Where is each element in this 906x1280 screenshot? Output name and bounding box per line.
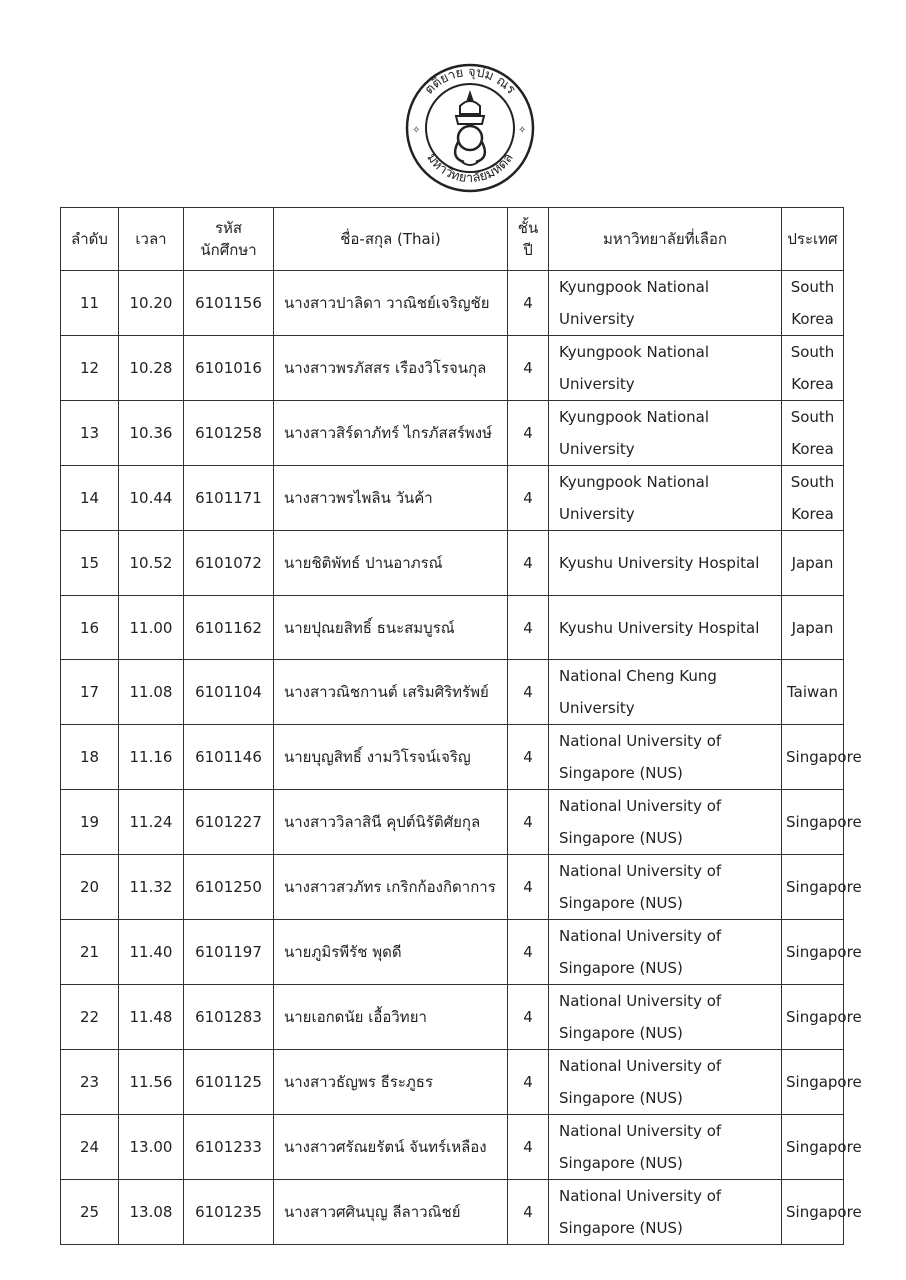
cell-name: นางสาววิลาสินี คุปต์นิรัติศัยกุล bbox=[274, 790, 508, 855]
cell-name: นางสาวพรไพลิน วันค้า bbox=[274, 466, 508, 531]
cell-student-id: 6101233 bbox=[184, 1115, 274, 1180]
svg-text:✧: ✧ bbox=[412, 125, 421, 136]
cell-time: 11.08 bbox=[119, 660, 184, 725]
student-schedule-table bbox=[60, 207, 862, 1245]
header-year bbox=[508, 208, 549, 271]
cell-time: 10.28 bbox=[119, 336, 184, 401]
cell-name: นางสาวปาลิดา วาณิชย์เจริญชัย bbox=[274, 271, 508, 336]
cell-name: นายบุญสิทธิ์ งามวิโรจน์เจริญ bbox=[274, 725, 508, 790]
cell-country: Singapore bbox=[782, 985, 844, 1050]
svg-text:มหาวิทยาลัยมหิดล: มหาวิทยาลัยมหิดล bbox=[423, 150, 517, 187]
cell-student-id: 6101162 bbox=[184, 595, 274, 660]
cell-time: 11.32 bbox=[119, 855, 184, 920]
header-student-id-line1: รหัส bbox=[214, 219, 243, 237]
cell-order: 18 bbox=[61, 725, 119, 790]
cell-student-id: 6101250 bbox=[184, 855, 274, 920]
table-row bbox=[61, 1050, 844, 1115]
cell-university: National University of Singapore (NUS) bbox=[549, 725, 782, 790]
table-header-row bbox=[61, 208, 844, 271]
university-seal-logo bbox=[404, 62, 536, 194]
table-row bbox=[61, 531, 844, 596]
cell-name: นายปุณยสิทธิ์ ธนะสมบูรณ์ bbox=[274, 595, 508, 660]
cell-university: Kyungpook National University bbox=[549, 401, 782, 466]
cell-time: 10.52 bbox=[119, 531, 184, 596]
cell-university: Kyungpook National University bbox=[549, 336, 782, 401]
table-row bbox=[61, 336, 844, 401]
table-row bbox=[61, 1115, 844, 1180]
cell-order: 12 bbox=[61, 336, 119, 401]
cell-order: 22 bbox=[61, 985, 119, 1050]
cell-country: Japan bbox=[782, 595, 844, 660]
header-year-line1: ชั้น bbox=[517, 219, 539, 237]
cell-year: 4 bbox=[508, 790, 549, 855]
cell-university: National University of Singapore (NUS) bbox=[549, 920, 782, 985]
cell-name: นางสาวณิชกานต์ เสริมศิริทรัพย์ bbox=[274, 660, 508, 725]
header-name: ชื่อ-สกุล (Thai) bbox=[274, 208, 508, 271]
cell-student-id: 6101197 bbox=[184, 920, 274, 985]
cell-university: Kyungpook National University bbox=[549, 271, 782, 336]
table-row bbox=[61, 985, 844, 1050]
cell-order: 25 bbox=[61, 1180, 119, 1245]
header-student-id bbox=[184, 208, 274, 271]
cell-time: 11.00 bbox=[119, 595, 184, 660]
cell-year: 4 bbox=[508, 336, 549, 401]
cell-year: 4 bbox=[508, 985, 549, 1050]
table-row bbox=[61, 1180, 844, 1245]
cell-order: 21 bbox=[61, 920, 119, 985]
table-row bbox=[61, 595, 844, 660]
cell-time: 10.20 bbox=[119, 271, 184, 336]
table-row bbox=[61, 660, 844, 725]
cell-student-id: 6101104 bbox=[184, 660, 274, 725]
cell-order: 11 bbox=[61, 271, 119, 336]
cell-order: 23 bbox=[61, 1050, 119, 1115]
table-row bbox=[61, 466, 844, 531]
cell-country: South Korea bbox=[782, 401, 844, 466]
cell-name: นางสาวธัญพร ธีระภูธร bbox=[274, 1050, 508, 1115]
cell-student-id: 6101171 bbox=[184, 466, 274, 531]
cell-country: South Korea bbox=[782, 271, 844, 336]
cell-student-id: 6101072 bbox=[184, 531, 274, 596]
cell-university: National Cheng Kung University bbox=[549, 660, 782, 725]
cell-year: 4 bbox=[508, 531, 549, 596]
cell-year: 4 bbox=[508, 920, 549, 985]
cell-year: 4 bbox=[508, 595, 549, 660]
cell-time: 11.48 bbox=[119, 985, 184, 1050]
cell-student-id: 6101258 bbox=[184, 401, 274, 466]
table-row bbox=[61, 855, 844, 920]
cell-university: National University of Singapore (NUS) bbox=[549, 1180, 782, 1245]
cell-country: South Korea bbox=[782, 336, 844, 401]
cell-year: 4 bbox=[508, 660, 549, 725]
cell-name: นางสาวสิร์ดาภัทร์ ไกรภัสสร์พงษ์ bbox=[274, 401, 508, 466]
cell-order: 19 bbox=[61, 790, 119, 855]
cell-order: 17 bbox=[61, 660, 119, 725]
cell-student-id: 6101235 bbox=[184, 1180, 274, 1245]
cell-university: Kyushu University Hospital bbox=[549, 595, 782, 660]
cell-university: National University of Singapore (NUS) bbox=[549, 985, 782, 1050]
cell-name: นายชิติพัทธ์ ปานอาภรณ์ bbox=[274, 531, 508, 596]
cell-order: 20 bbox=[61, 855, 119, 920]
cell-country: Singapore bbox=[782, 855, 844, 920]
cell-order: 24 bbox=[61, 1115, 119, 1180]
cell-order: 15 bbox=[61, 531, 119, 596]
cell-year: 4 bbox=[508, 855, 549, 920]
cell-name: นายเอกดนัย เอื้อวิทยา bbox=[274, 985, 508, 1050]
cell-year: 4 bbox=[508, 1115, 549, 1180]
cell-country: Singapore bbox=[782, 1050, 844, 1115]
cell-name: นางสาวศรัณยรัตน์ จันทร์เหลือง bbox=[274, 1115, 508, 1180]
svg-text:ตติยาย จุปม ณร: ตติยาย จุปม ณร bbox=[421, 64, 519, 98]
cell-university: Kyushu University Hospital bbox=[549, 531, 782, 596]
cell-year: 4 bbox=[508, 271, 549, 336]
cell-student-id: 6101283 bbox=[184, 985, 274, 1050]
cell-student-id: 6101156 bbox=[184, 271, 274, 336]
cell-order: 13 bbox=[61, 401, 119, 466]
cell-time: 11.56 bbox=[119, 1050, 184, 1115]
cell-time: 13.00 bbox=[119, 1115, 184, 1180]
cell-name: นางสาวศศินบุญ ลีลาวณิชย์ bbox=[274, 1180, 508, 1245]
cell-time: 11.16 bbox=[119, 725, 184, 790]
table-row bbox=[61, 401, 844, 466]
cell-country: Singapore bbox=[782, 920, 844, 985]
cell-year: 4 bbox=[508, 725, 549, 790]
table-row bbox=[61, 790, 844, 855]
table-row bbox=[61, 920, 844, 985]
cell-year: 4 bbox=[508, 1050, 549, 1115]
cell-time: 10.44 bbox=[119, 466, 184, 531]
header-university: มหาวิทยาลัยที่เลือก bbox=[549, 208, 782, 271]
header-student-id-line2: นักศึกษา bbox=[200, 241, 257, 259]
cell-university: National University of Singapore (NUS) bbox=[549, 1115, 782, 1180]
cell-year: 4 bbox=[508, 1180, 549, 1245]
cell-university: Kyungpook National University bbox=[549, 466, 782, 531]
cell-name: นางสาวพรภัสสร เรืองวิโรจนกุล bbox=[274, 336, 508, 401]
header-country: ประเทศ bbox=[782, 208, 844, 271]
cell-student-id: 6101146 bbox=[184, 725, 274, 790]
cell-country: Taiwan bbox=[782, 660, 844, 725]
cell-year: 4 bbox=[508, 466, 549, 531]
cell-order: 14 bbox=[61, 466, 119, 531]
cell-time: 11.40 bbox=[119, 920, 184, 985]
cell-name: นายภูมิรพีรัช พุดดี bbox=[274, 920, 508, 985]
cell-student-id: 6101227 bbox=[184, 790, 274, 855]
cell-university: National University of Singapore (NUS) bbox=[549, 1050, 782, 1115]
header-order: ลำดับ bbox=[61, 208, 119, 271]
cell-time: 11.24 bbox=[119, 790, 184, 855]
cell-time: 10.36 bbox=[119, 401, 184, 466]
cell-time: 13.08 bbox=[119, 1180, 184, 1245]
cell-country: Singapore bbox=[782, 1180, 844, 1245]
cell-country: Singapore bbox=[782, 1115, 844, 1180]
header-time: เวลา bbox=[119, 208, 184, 271]
cell-country: Singapore bbox=[782, 790, 844, 855]
cell-student-id: 6101016 bbox=[184, 336, 274, 401]
svg-text:✧: ✧ bbox=[518, 125, 527, 136]
cell-country: Singapore bbox=[782, 725, 844, 790]
cell-university: National University of Singapore (NUS) bbox=[549, 855, 782, 920]
cell-country: Japan bbox=[782, 531, 844, 596]
cell-year: 4 bbox=[508, 401, 549, 466]
cell-university: National University of Singapore (NUS) bbox=[549, 790, 782, 855]
cell-country: South Korea bbox=[782, 466, 844, 531]
cell-student-id: 6101125 bbox=[184, 1050, 274, 1115]
cell-order: 16 bbox=[61, 595, 119, 660]
table-row bbox=[61, 725, 844, 790]
header-year-line2: ปี bbox=[523, 241, 533, 259]
table-row bbox=[61, 271, 844, 336]
cell-name: นางสาวสวภัทร เกริกก้องกิดาการ bbox=[274, 855, 508, 920]
